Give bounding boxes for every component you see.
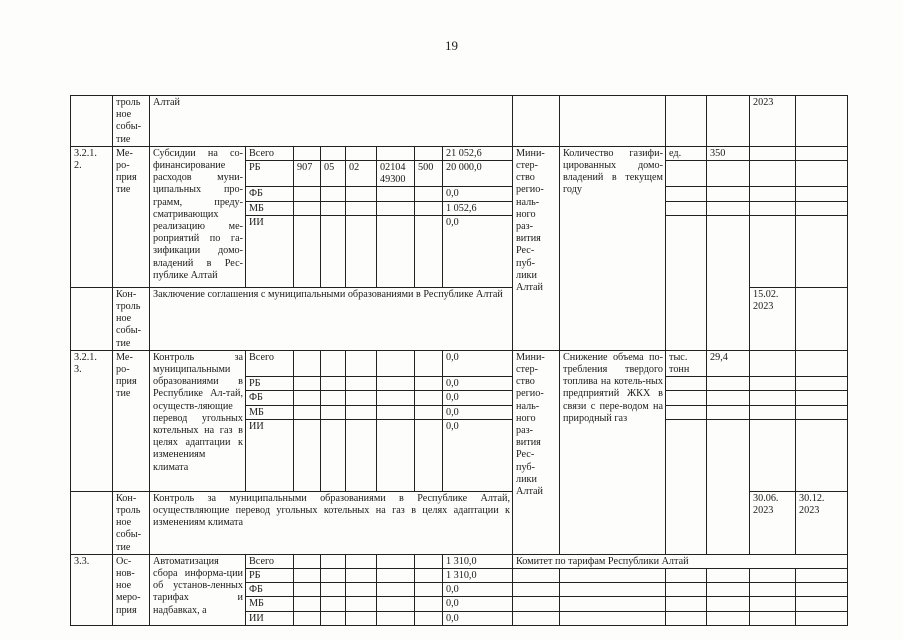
row-type: Ме- ро- прия тие: [113, 146, 150, 287]
code-cell: [377, 350, 415, 376]
code-cell: [415, 146, 443, 160]
value-cell: [707, 215, 750, 350]
unit-cell: [666, 377, 707, 391]
code-cell: [415, 377, 443, 391]
funding-source: ИИ: [246, 419, 294, 491]
indicator: Количество газифи-цированных домо-владений в текущем году: [560, 146, 666, 350]
control-event-text: Контроль за муниципальными образованиями в Республике Алтай, осуществляющие перевод угольных котельных на газ в целях адаптации к изменениям климата: [150, 491, 513, 554]
date-cell-2: [796, 215, 848, 287]
date-cell: [750, 391, 796, 405]
code-cell: [294, 187, 321, 201]
value-cell: [707, 201, 750, 215]
funding-source: ИИ: [246, 215, 294, 287]
number-cell: [71, 491, 113, 554]
unit-cell: [666, 611, 707, 625]
funding-amount: 0,0: [443, 611, 513, 625]
funding-source: Всего: [246, 146, 294, 160]
unit-cell: [666, 583, 707, 597]
code-cell: [321, 597, 346, 611]
unit-cell: [666, 569, 707, 583]
funding-source: МБ: [246, 597, 294, 611]
executor: Комитет по тарифам Республики Алтай: [513, 554, 848, 568]
date-cell: [750, 201, 796, 215]
code-cell: [321, 350, 346, 376]
value-cell: [707, 583, 750, 597]
code-cell: [346, 419, 377, 491]
date-cell: [750, 419, 796, 491]
code-cell: [294, 405, 321, 419]
code-cell: [415, 569, 443, 583]
code-cell: [377, 187, 415, 201]
code-cell: [321, 611, 346, 625]
control-date: 15.02. 2023: [750, 287, 796, 350]
control-date-2: 30.12. 2023: [796, 491, 848, 554]
unit-cell: [666, 187, 707, 201]
value-cell: [707, 611, 750, 625]
value-cell: [707, 405, 750, 419]
date-cell-2: [796, 419, 848, 491]
indicator-cell: [560, 597, 666, 611]
row-type: Ос- нов- ное меро- прия: [113, 554, 150, 625]
value-cell: [707, 96, 750, 147]
control-date: 30.06. 2023: [750, 491, 796, 554]
code-cell: [321, 201, 346, 215]
unit-cell: [666, 419, 707, 554]
date-cell: [750, 350, 796, 376]
code-cell: [415, 597, 443, 611]
code-cell: [346, 554, 377, 568]
code-cell: [321, 215, 346, 287]
funding-source: МБ: [246, 405, 294, 419]
code-cell: [321, 405, 346, 419]
activity-name: Субсидии на со-финансирование расходов муни-ципальных про-грамм, преду-сматривающих реализацию ме-роприятий по га-зификации домо-владений в Рес-публике Алтай: [150, 146, 246, 287]
unit-cell: [666, 405, 707, 419]
date-cell: [750, 597, 796, 611]
funding-amount: 1 310,0: [443, 554, 513, 568]
code-cell: [346, 405, 377, 419]
code-cell: [294, 554, 321, 568]
number-cell: [71, 287, 113, 350]
indicator-value: 29,4: [707, 350, 750, 376]
code-cell: [321, 554, 346, 568]
funding-source: МБ: [246, 201, 294, 215]
code-cell: [346, 187, 377, 201]
date-cell-2: [796, 350, 848, 376]
code-cell: [346, 597, 377, 611]
code-cell: 500: [415, 161, 443, 187]
continuation-row: [71, 96, 848, 147]
unit-cell: [666, 161, 707, 187]
code-cell: [321, 583, 346, 597]
code-cell: [377, 554, 415, 568]
unit-cell: [666, 215, 707, 350]
code-cell: [294, 583, 321, 597]
date-cell: [750, 377, 796, 391]
date-cell-2: [796, 391, 848, 405]
date-cell-2: [796, 287, 848, 350]
funding-source: ФБ: [246, 391, 294, 405]
code-cell: [321, 377, 346, 391]
code-cell: [377, 405, 415, 419]
code-cell: [346, 583, 377, 597]
funding-source: РБ: [246, 377, 294, 391]
page-number: 19: [445, 38, 458, 53]
code-cell: [294, 419, 321, 491]
funding-source: Всего: [246, 554, 294, 568]
code-cell: [321, 187, 346, 201]
code-cell: [377, 146, 415, 160]
value-cell: [707, 597, 750, 611]
value-cell: [707, 377, 750, 391]
funding-amount: 20 000,0: [443, 161, 513, 187]
funding-amount: 0,0: [443, 377, 513, 391]
date-cell-2: [796, 96, 848, 147]
code-cell: 02: [346, 161, 377, 187]
code-cell: 05: [321, 161, 346, 187]
date-cell: [750, 583, 796, 597]
funding-source: РБ: [246, 569, 294, 583]
code-cell: [377, 201, 415, 215]
code-cell: [346, 569, 377, 583]
code-cell: [346, 391, 377, 405]
indicator-unit: тыс. тонн: [666, 350, 707, 376]
funding-amount: 0,0: [443, 391, 513, 405]
date-cell-2: [796, 146, 848, 160]
executor-cell: [513, 569, 560, 583]
number-cell: [71, 96, 113, 147]
code-cell: [321, 569, 346, 583]
unit-cell: [666, 597, 707, 611]
date-cell: 2023: [750, 96, 796, 147]
code-cell: [377, 215, 415, 287]
date-cell-2: [796, 583, 848, 597]
executor: Мини- стер- ство регио- наль- ного раз- вития Рес- пуб- лики Алтай: [513, 350, 560, 554]
date-cell-2: [796, 611, 848, 625]
code-cell: [415, 419, 443, 491]
code-cell: [377, 419, 415, 491]
code-cell: [415, 215, 443, 287]
code-cell: [415, 405, 443, 419]
code-cell: [415, 391, 443, 405]
activity-name: Автоматизация сбора информа-ции об установ-ленных тарифах и надбавках, а: [150, 554, 246, 625]
unit-cell: [666, 96, 707, 147]
funding-source: РБ: [246, 161, 294, 187]
code-cell: [415, 201, 443, 215]
code-cell: [377, 583, 415, 597]
indicator-cell: [560, 611, 666, 625]
code-cell: [294, 201, 321, 215]
code-cell: [377, 611, 415, 625]
date-cell: [750, 161, 796, 187]
code-cell: [415, 350, 443, 376]
funding-amount: 21 052,6: [443, 146, 513, 160]
row-number: 3.3.: [71, 554, 113, 625]
row-type: Кон- троль ное собы- тие: [113, 491, 150, 554]
executor-cell: [513, 611, 560, 625]
date-cell: [750, 215, 796, 287]
code-cell: [321, 419, 346, 491]
funding-amount: 0,0: [443, 405, 513, 419]
table-row: [71, 146, 848, 160]
table-row: [71, 554, 848, 568]
code-cell: [294, 350, 321, 376]
date-cell-2: [796, 377, 848, 391]
value-cell: [707, 187, 750, 201]
control-event-text: Заключение соглашения с муниципальными образованиями в Республике Алтай: [150, 287, 513, 350]
unit-cell: [666, 201, 707, 215]
value-cell: [707, 419, 750, 554]
funding-amount: 1 310,0: [443, 569, 513, 583]
indicator-unit: ед.: [666, 146, 707, 160]
funding-amount: 0,0: [443, 187, 513, 201]
funding-amount: 0,0: [443, 419, 513, 491]
executor: Мини- стер- ство регио- наль- ного раз- вития Рес- пуб- лики Алтай: [513, 146, 560, 350]
code-cell: [415, 554, 443, 568]
code-cell: 907: [294, 161, 321, 187]
value-cell: [707, 569, 750, 583]
date-cell-2: [796, 201, 848, 215]
date-cell: [750, 569, 796, 583]
code-cell: [294, 611, 321, 625]
date-cell-2: [796, 161, 848, 187]
date-cell-2: [796, 569, 848, 583]
code-cell: [415, 187, 443, 201]
code-cell: [346, 201, 377, 215]
funding-amount: 1 052,6: [443, 201, 513, 215]
row-type: Кон- троль ное собы- тие: [113, 287, 150, 350]
unit-cell: [666, 391, 707, 405]
code-cell: [321, 391, 346, 405]
value-cell: [707, 391, 750, 405]
code-cell: [294, 597, 321, 611]
indicator-cell: [560, 583, 666, 597]
code-cell: [294, 377, 321, 391]
funding-source: ФБ: [246, 583, 294, 597]
code-cell: [377, 569, 415, 583]
program-activities-table: [70, 95, 848, 626]
code-cell: [346, 611, 377, 625]
indicator-value: 350: [707, 146, 750, 160]
date-cell: [750, 146, 796, 160]
code-cell: [415, 583, 443, 597]
table-row: [71, 350, 848, 376]
funding-amount: 0,0: [443, 215, 513, 287]
date-cell-2: [796, 405, 848, 419]
code-cell: [346, 146, 377, 160]
executor-cell: [513, 96, 560, 147]
code-cell: [415, 611, 443, 625]
date-cell: [750, 611, 796, 625]
indicator-cell: [560, 569, 666, 583]
funding-source: ИИ: [246, 611, 294, 625]
row-number: 3.2.1. 2.: [71, 146, 113, 287]
code-cell: [294, 215, 321, 287]
code-cell: [346, 350, 377, 376]
code-cell: 02104 49300: [377, 161, 415, 187]
code-cell: [294, 146, 321, 160]
type-cell: троль ное собы- тие: [113, 96, 150, 147]
control-event-text: Алтай: [150, 96, 513, 147]
funding-source: ФБ: [246, 187, 294, 201]
row-type: Ме- ро- прия тие: [113, 350, 150, 491]
date-cell: [750, 405, 796, 419]
funding-amount: 0,0: [443, 583, 513, 597]
funding-amount: 0,0: [443, 350, 513, 376]
code-cell: [294, 569, 321, 583]
row-number: 3.2.1. 3.: [71, 350, 113, 491]
code-cell: [346, 377, 377, 391]
code-cell: [377, 391, 415, 405]
funding-source: Всего: [246, 350, 294, 376]
date-cell: [750, 187, 796, 201]
value-cell: [707, 161, 750, 187]
code-cell: [321, 146, 346, 160]
activity-name: Контроль за муниципальными образованиями в Республике Ал-тай, осуществ-ляющие перевод угольных котельных на газ в целях адаптации к изменениям климата: [150, 350, 246, 491]
code-cell: [377, 597, 415, 611]
indicator: Снижение объема по-требления твердого топлива на котель-ных предприятий ЖКХ в связи с пере-водом на природный газ: [560, 350, 666, 554]
code-cell: [346, 215, 377, 287]
date-cell-2: [796, 597, 848, 611]
date-cell-2: [796, 187, 848, 201]
executor-cell: [513, 597, 560, 611]
indicator-cell: [560, 96, 666, 147]
executor-cell: [513, 583, 560, 597]
funding-amount: 0,0: [443, 597, 513, 611]
code-cell: [377, 377, 415, 391]
code-cell: [294, 391, 321, 405]
